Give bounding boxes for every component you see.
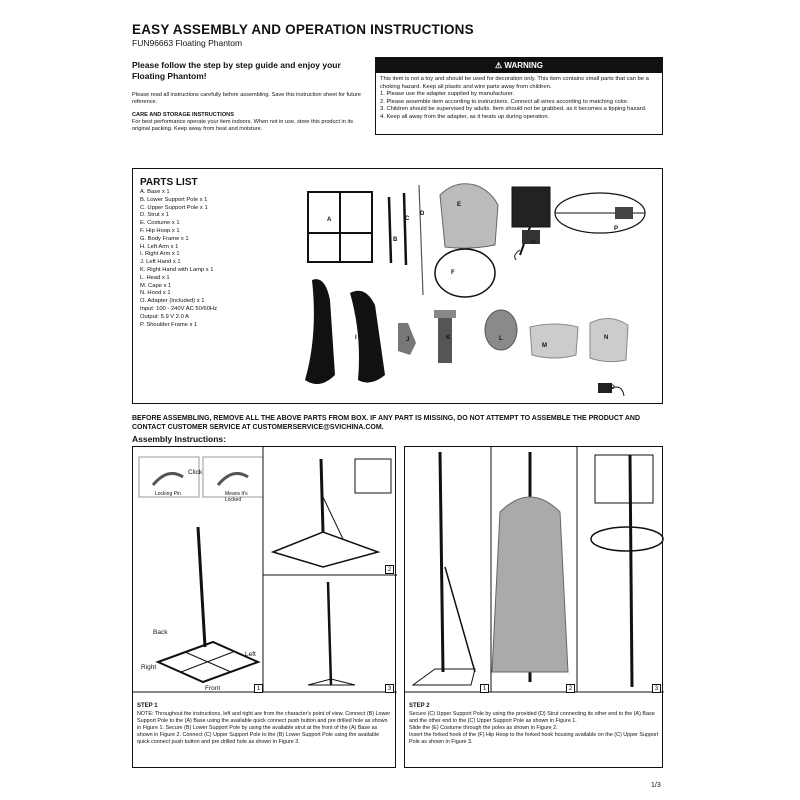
part-base-drawing [308, 192, 372, 262]
intro-heading-line1: Please follow the step by step guide and enjoy your [132, 60, 341, 70]
step2-line: Insert the forked hook of the (F) Hip Hoop to the forked hook housing available on the (C) Upper Support Pole as shown in Figure 3. [409, 732, 659, 745]
part-item: Output: 5.9 V 2.0 A [140, 313, 189, 320]
parts-list-title: PARTS LIST [140, 177, 198, 188]
step1-box [132, 446, 396, 768]
click-label: Click [188, 469, 203, 476]
intro-heading-line2: Floating Phantom! [132, 71, 207, 81]
part-tag: N [604, 335, 609, 341]
warning-item: 1. Please use the adapter supplied by manufacturer. [380, 91, 515, 98]
part-item: E. Costume x 1 [140, 220, 180, 227]
right-label: Right [141, 664, 157, 671]
part-tag: M [542, 343, 547, 349]
part-tag: J [406, 337, 410, 343]
figure-number: 3 [385, 684, 394, 693]
part-tag: P [614, 226, 619, 232]
part-item: N. Hood x 1 [140, 290, 171, 297]
warning-item: 2. Please assemble item according to instructions. Connect all wires according to matching color. [380, 98, 629, 105]
warning-item: 4. Keep all away from the adapter, as it heats up during operation. [380, 113, 550, 120]
part-item: K. Right Hand with Lamp x 1 [140, 266, 214, 273]
figure-number: 2 [385, 565, 394, 574]
parts-list [140, 189, 217, 329]
warning-box [375, 57, 663, 135]
part-tag: H [316, 330, 321, 336]
step1-heading: STEP 1 [137, 703, 158, 709]
part-tag: A [327, 217, 332, 223]
part-tag: O [610, 385, 615, 391]
step2-line: Secure (C) Upper Support Pole by using the provided (D) Strut connecting its other end to the (A) Base and the other end to the (C) Upper Support Pole as shown in Figure 1. [409, 711, 655, 724]
warning-item: 3. Children should be supervised by adults. Item should not be grabbed, as it becomes a tipping hazard. [380, 106, 647, 113]
left-label: Left [245, 651, 256, 658]
part-tag: E [457, 202, 462, 208]
step2-figures [405, 447, 664, 697]
part-item: B. Lower Support Pole x 1 [140, 196, 208, 203]
intro-heading [132, 60, 362, 82]
figure-number: 1 [254, 684, 263, 693]
figure-number: 2 [566, 684, 575, 693]
step2-line: Slide the (E) Costume through the poles as shown in Figure 2. [409, 725, 558, 731]
figure-number: 3 [652, 684, 661, 693]
part-item: D. Strut x 1 [140, 212, 169, 219]
warning-body [376, 73, 662, 125]
part-tag: C [405, 216, 410, 222]
part-item: I. Right Arm x 1 [140, 251, 180, 258]
step2-heading: STEP 2 [409, 703, 430, 709]
part-item: O. Adapter (Included) x 1 [140, 298, 205, 305]
page-number: 1/3 [651, 782, 661, 789]
warning-heading: ⚠ WARNING [376, 58, 662, 73]
parts-illustration [290, 175, 660, 400]
missing-parts-notice: BEFORE ASSEMBLING, REMOVE ALL THE ABOVE PARTS FROM BOX. IF ANY PART IS MISSING, DO NOT ATTEMPT TO ASSEMBLE THE PRODUCT AND CONTACT CUSTOMER SERVICE AT CUSTOMERSERVICE@SVICHINA.COM. [132, 415, 641, 431]
part-tag: L [499, 336, 503, 342]
back-label: Back [153, 629, 168, 636]
part-item: H. Left Arm x 1 [140, 243, 179, 250]
care-heading: CARE AND STORAGE INSTRUCTIONS [132, 112, 234, 118]
part-item: L. Head x 1 [140, 274, 170, 281]
part-tag: I [355, 335, 357, 341]
part-item: Input: 100 - 240V AC 50/60Hz [140, 305, 218, 312]
step1-figures [133, 447, 397, 697]
part-item: A. Base x 1 [140, 189, 170, 195]
warning-intro: This item is not a toy and should be used for decoration only. This item contains small parts that can be a choking hazard. Keep all plastic and wire parts away from children. [380, 76, 649, 90]
locking-pin-label: Locking Pin [155, 491, 181, 497]
front-label: Front [205, 685, 221, 692]
means-locked-label: Means It's Locked [225, 491, 248, 503]
part-item: J. Left Hand x 1 [140, 259, 181, 266]
part-item: C. Upper Support Pole x 1 [140, 204, 208, 211]
step1-text: NOTE: Throughout the instructions, left and right are from the character's point of view. Connect (B) Lower Support Pole to the (A) Base using the available quick connect push button and pre drilled hole as shown in Figure 1. Secure (B) Lower Support Pole by using the available strut at the front of the (A) Base as shown in Figure 2. Connect (C) Upper Support Pole to the (B) Lower Support Pole using the available quick connect push button and pre drilled hole as shown in Figure 3. [137, 711, 391, 745]
part-tag: K [446, 335, 451, 341]
part-item: M. Cape x 1 [140, 282, 172, 289]
part-tag: B [393, 237, 398, 243]
step2-text [409, 711, 659, 746]
part-item: P. Shoulder Frame x 1 [140, 321, 198, 328]
part-tag: D [420, 211, 425, 217]
care-text: For best performance operate your item indoors. When not in use, store this product in its original packing. Keep away from heat and moisture. [132, 119, 354, 133]
part-body-frame-drawing [512, 187, 550, 260]
assembly-title: Assembly Instructions: [132, 434, 226, 444]
page-title: EASY ASSEMBLY AND OPERATION INSTRUCTIONS [132, 22, 474, 37]
product-code: FUN96663 Floating Phantom [132, 38, 243, 48]
part-item: F. Hip Hoop x 1 [140, 227, 180, 234]
part-item: G. Body Frame x 1 [140, 235, 189, 242]
part-tag: F [451, 270, 455, 276]
read-all-note: Please read all instructions carefully before assembling. Save this instruction sheet for future reference. [132, 92, 361, 106]
step2-box [404, 446, 663, 768]
figure-number: 1 [480, 684, 489, 693]
part-tag: G [531, 240, 536, 246]
